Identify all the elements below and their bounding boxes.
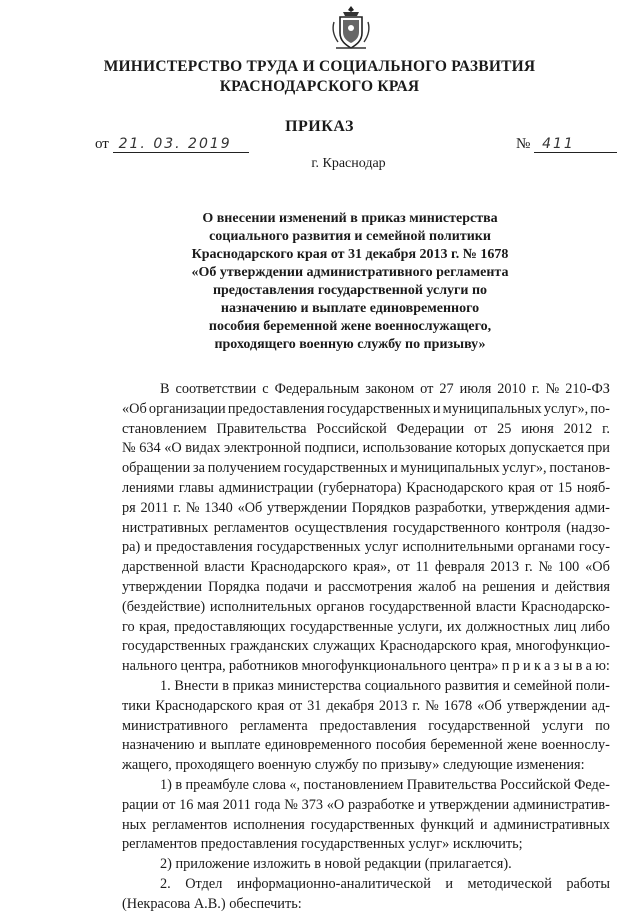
body-word: утверждении <box>267 499 348 516</box>
body-word: рассмотрения <box>328 578 413 595</box>
body-word: (бездействие) <box>122 598 206 615</box>
order-number-row <box>516 136 617 153</box>
body-word: действия <box>555 578 610 595</box>
body-word: при <box>587 440 610 457</box>
body-word: военнослу- <box>541 737 610 754</box>
body-line <box>122 479 610 499</box>
body-word: Российской <box>500 776 571 793</box>
body-word: государственных <box>326 400 431 417</box>
body-line <box>122 717 610 737</box>
body-word: центра, <box>180 658 226 675</box>
body-word: информационно-аналитической <box>236 875 431 892</box>
body-line <box>122 776 610 796</box>
body-word: с <box>262 381 269 397</box>
body-word: 16 <box>179 796 194 813</box>
body-word: г. <box>531 381 540 397</box>
body-line <box>122 459 610 479</box>
body-word: 1678 <box>443 697 473 714</box>
body-word: разработки, <box>415 499 487 516</box>
body-word: № <box>545 381 560 397</box>
body-word: «, <box>289 776 301 793</box>
body-word: Федерации <box>396 420 465 437</box>
subject-line: назначению и выплате единовременного <box>220 301 480 316</box>
body-word: ы <box>562 658 573 675</box>
body-word: единовременного <box>264 737 372 754</box>
ministry-name-line-1: МИНИСТЕРСТВО ТРУДА И СОЦИАЛЬНОГО РАЗВИТИЯ <box>103 58 536 75</box>
body-word: выплате <box>210 737 261 754</box>
body-word: допускается <box>509 440 584 457</box>
body-word: семейной <box>513 677 573 694</box>
body-word: адми- <box>574 499 610 516</box>
body-word: муниципальных <box>400 460 500 477</box>
body-word: контроля <box>505 519 561 536</box>
body-word: получением <box>207 460 281 477</box>
body-word: жалоб <box>418 578 457 595</box>
body-word: 2. <box>160 875 171 892</box>
body-word: г. <box>602 420 610 437</box>
body-word: 27 <box>439 381 454 397</box>
body-word: 1. <box>160 677 171 694</box>
body-word: Краснодарско- <box>520 598 610 615</box>
body-word: предоставляющих <box>174 618 286 635</box>
body-word: а <box>585 658 592 675</box>
body-word: жене <box>507 737 538 754</box>
body-word: 15 <box>557 479 573 496</box>
body-word: центра» <box>449 658 499 675</box>
body-word: ря <box>122 499 136 516</box>
body-word: мая <box>197 796 220 813</box>
body-word: социального <box>364 677 442 694</box>
body-word: Правительства <box>406 776 497 793</box>
body-word: от <box>420 381 434 397</box>
body-word: Порядка <box>208 578 260 595</box>
body-word: и <box>144 539 152 556</box>
body-word: государственной <box>369 598 472 615</box>
body-word: № <box>122 440 136 457</box>
body-word: рации <box>122 796 159 813</box>
body-word: края <box>507 479 535 496</box>
body-word: исполнительными <box>402 539 514 556</box>
body-word: 2012 <box>563 420 593 437</box>
body-word: го <box>122 618 135 635</box>
body-word: 1340 <box>204 499 233 516</box>
subject-line: пособия беременной жене военнослужащего, <box>208 319 492 334</box>
body-word: Федеральным <box>274 381 360 397</box>
body-word: «О <box>164 440 182 457</box>
ministry-name-line-2: КРАСНОДАРСКОГО КРАЯ <box>219 78 420 95</box>
order-subject <box>150 210 550 354</box>
body-word: в <box>222 677 229 694</box>
body-word: регламентов <box>152 816 228 833</box>
body-line <box>122 499 610 519</box>
body-word: лениями <box>122 479 175 496</box>
body-word: на <box>462 578 477 595</box>
body-word: регламентов <box>213 519 289 536</box>
body-word: поли- <box>575 677 610 694</box>
body-word: «Об <box>237 499 263 516</box>
order-date-row <box>95 136 249 153</box>
body-word: от <box>396 559 410 576</box>
body-word: от <box>162 796 176 813</box>
body-word: государственные <box>290 618 394 635</box>
body-word: исполнения <box>233 816 305 833</box>
body-word: постановлением <box>303 776 404 793</box>
body-line <box>122 637 610 657</box>
body-word: услуг», <box>543 400 589 417</box>
body-word: услуги <box>542 717 584 734</box>
body-word: подписи, <box>304 440 360 457</box>
body-word: Краснодарского <box>406 479 504 496</box>
body-word: и <box>314 578 322 595</box>
body-word: нояб- <box>576 479 610 496</box>
body-line: жащего, проходящего военную службу по призыву» следующие изменения: <box>122 757 585 774</box>
body-word: и <box>417 796 426 813</box>
body-word: Порядков <box>351 499 411 516</box>
body-word: ра) <box>122 539 141 556</box>
body-word: утверждения <box>491 499 571 516</box>
body-word: органов <box>316 598 365 615</box>
body-word: края <box>257 697 285 714</box>
body-word: государственных <box>310 816 415 833</box>
body-word: власти <box>204 559 245 576</box>
body-word: от <box>539 479 553 496</box>
body-word: становлением <box>122 420 207 437</box>
body-word: должностных <box>466 618 550 635</box>
body-word: «Об <box>585 559 610 576</box>
body-word: госу- <box>578 539 610 556</box>
body-word: которых <box>455 440 507 457</box>
body-word: государственной <box>428 717 531 734</box>
body-word: и <box>432 400 441 417</box>
body-word: по- <box>590 400 610 417</box>
body-word: власти <box>475 598 517 615</box>
body-word: и <box>198 737 207 754</box>
city-name: г. Краснодар <box>311 156 386 171</box>
body-word: от <box>289 697 303 714</box>
body-word: в <box>575 658 583 675</box>
body-word: п <box>501 658 510 675</box>
body-word: решения <box>482 578 536 595</box>
body-word: главы <box>178 479 214 496</box>
body-word: многофункцио- <box>515 638 610 655</box>
body-line <box>122 420 610 440</box>
body-word: Российской <box>316 420 387 437</box>
body-word: г. <box>412 697 421 714</box>
body-word: приказ <box>232 677 274 694</box>
body-word: государственных <box>283 460 388 477</box>
body-word: р <box>512 658 520 675</box>
body-line: 2) приложение изложить в новой редакции (прилагается). <box>160 856 512 873</box>
body-line <box>122 796 610 816</box>
subject-line: О внесении изменений в приказ министерства <box>202 211 498 226</box>
order-date: 21. 03. 2019 <box>113 136 249 153</box>
body-word: 31 <box>307 697 322 714</box>
body-word: администрации <box>218 479 314 496</box>
body-word: «Об <box>477 697 502 714</box>
body-word: 1) <box>160 776 172 793</box>
body-word: дарственной <box>122 559 199 576</box>
body-word: Отдел <box>185 875 223 892</box>
body-word: «О <box>326 796 345 813</box>
body-word: служащих <box>312 638 376 655</box>
body-word: услуги, <box>397 618 443 635</box>
body-line <box>122 538 610 558</box>
body-word: № <box>185 499 200 516</box>
body-word: законом <box>365 381 415 397</box>
body-word: утверждении <box>429 796 510 813</box>
body-word: государственных <box>256 539 361 556</box>
body-word: регламента <box>239 717 308 734</box>
body-word: по <box>595 717 610 734</box>
body-word: Феде- <box>574 776 610 793</box>
body-word: края, <box>480 638 512 655</box>
body-word: Внести <box>174 677 219 694</box>
body-word: предоставления <box>155 539 253 556</box>
body-word: тики <box>122 697 151 714</box>
body-word: функций <box>420 816 474 833</box>
body-word: нального <box>122 658 178 675</box>
body-word: ад- <box>591 697 610 714</box>
body-word: ных <box>122 816 147 833</box>
body-line <box>122 736 610 756</box>
body-word: и <box>479 816 488 833</box>
body-word: министративного <box>122 717 228 734</box>
body-word: пособия <box>375 737 427 754</box>
body-word: назначению <box>122 737 195 754</box>
body-word: декабря <box>326 697 375 714</box>
order-body-text <box>122 380 610 915</box>
body-word: з <box>553 658 560 675</box>
body-word: г. <box>524 559 533 576</box>
body-word: разработке <box>348 796 415 813</box>
order-number: 411 <box>534 136 617 153</box>
body-word: Краснодарского <box>155 697 253 714</box>
body-word: июля <box>459 381 492 397</box>
body-line <box>122 439 610 459</box>
body-word: июня <box>521 420 554 437</box>
body-word: государственных <box>122 638 226 655</box>
body-word: услуг», <box>502 460 547 477</box>
body-word: а <box>544 658 551 675</box>
body-line <box>122 380 610 400</box>
body-word: соответствии <box>175 381 257 397</box>
body-word: 2011 <box>140 499 169 516</box>
body-word: развития <box>444 677 499 694</box>
body-word: услуг <box>364 539 399 556</box>
body-word: обращении <box>122 460 191 477</box>
body-word: нистративных <box>122 519 209 536</box>
body-word: работников <box>228 658 299 675</box>
body-word: за <box>192 460 205 477</box>
body-line <box>122 519 610 539</box>
body-word: методической <box>467 875 552 892</box>
body-word: использование <box>362 440 453 457</box>
body-line <box>122 558 610 578</box>
body-line <box>122 400 610 420</box>
body-word: февраля <box>435 559 485 576</box>
body-word: и <box>445 875 453 892</box>
body-word: многофункционального <box>301 658 447 675</box>
body-word: слова <box>252 776 286 793</box>
body-word: осуществления <box>294 519 388 536</box>
body-word: «Об <box>122 400 147 417</box>
date-prefix: от <box>95 136 109 152</box>
body-word: 2013 <box>490 559 520 576</box>
body-word: Правительства <box>216 420 307 437</box>
body-word: муниципальных <box>442 400 542 417</box>
body-line <box>122 618 610 638</box>
body-word: к <box>533 658 541 675</box>
body-word: либо <box>580 618 610 635</box>
subject-line: «Об утверждении административного регламента <box>191 265 509 280</box>
body-word: 11 <box>415 559 430 576</box>
body-word: электронной <box>224 440 301 457</box>
body-word: Краснодарского <box>379 638 477 655</box>
body-word: 25 <box>497 420 512 437</box>
body-word: утверждении <box>506 697 587 714</box>
body-word: № <box>284 796 298 813</box>
body-word: гражданских <box>230 638 309 655</box>
body-word: (губернатора) <box>318 479 402 496</box>
body-word: органами <box>517 539 575 556</box>
body-line <box>122 875 610 895</box>
body-word: преамбуле <box>185 776 249 793</box>
body-word: и <box>541 578 549 595</box>
body-word: в <box>175 776 183 793</box>
body-word: предоставления <box>227 400 325 417</box>
body-word: их <box>446 618 462 635</box>
subject-line: проходящего военную службу по призыву» <box>214 337 486 352</box>
body-line <box>122 697 610 717</box>
body-word: г. <box>173 499 182 516</box>
body-line: регламентов предоставления государственных услуг» исключить; <box>122 836 523 853</box>
body-word: № <box>538 559 553 576</box>
body-word: предоставления <box>319 717 417 734</box>
body-line <box>122 657 610 677</box>
body-word: 373 <box>301 796 324 813</box>
body-word: № <box>425 697 439 714</box>
body-word: 2011 <box>222 796 251 813</box>
body-line <box>122 598 610 618</box>
body-word: 210-ФЗ <box>565 381 610 397</box>
body-word: подачи <box>265 578 309 595</box>
body-word: от <box>474 420 488 437</box>
order-title: ПРИКАЗ <box>285 118 354 135</box>
body-line <box>122 578 610 598</box>
body-word: утверждении <box>122 578 203 595</box>
body-word: организации <box>148 400 226 417</box>
body-word: Краснодарского <box>250 559 348 576</box>
body-word: административных <box>493 816 610 833</box>
subject-line: предоставления государственной услуги по <box>212 283 488 298</box>
body-word: 2013 <box>378 697 408 714</box>
body-word: 100 <box>557 559 580 576</box>
body-word: лиц <box>553 618 577 635</box>
number-prefix: № <box>516 136 531 152</box>
body-word: административ- <box>512 796 610 813</box>
body-word: и <box>502 677 511 694</box>
body-word: края, <box>139 618 170 635</box>
body-word: исполнительных <box>209 598 312 615</box>
subject-line: Краснодарского края от 31 декабря 2013 г. № 1678 <box>191 247 509 262</box>
body-word: В <box>160 381 170 397</box>
subject-line: социального развития и семейной политики <box>209 229 491 244</box>
body-word: (надзо- <box>566 519 610 536</box>
body-word: работы <box>566 875 610 892</box>
body-word: края», <box>352 559 391 576</box>
coat-of-arms-icon <box>330 4 372 52</box>
body-line <box>122 677 610 697</box>
body-word: министерства <box>277 677 362 694</box>
body-line: (Некрасова А.В.) обеспечить: <box>122 895 302 912</box>
body-word: государственного <box>393 519 500 536</box>
body-word: 634 <box>139 440 161 457</box>
body-word: и <box>390 460 398 477</box>
body-word: ю: <box>595 658 610 675</box>
body-word: постанов- <box>549 460 610 477</box>
body-word: 2010 <box>497 381 526 397</box>
body-word: видах <box>185 440 221 457</box>
body-line <box>122 816 610 836</box>
body-word: года <box>254 796 281 813</box>
body-word: и <box>523 658 531 675</box>
body-word: беременной <box>430 737 503 754</box>
